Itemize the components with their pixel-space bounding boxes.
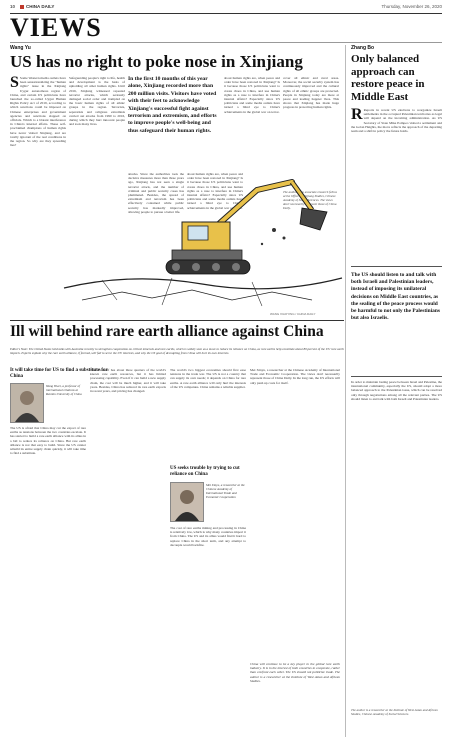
dropcap: S xyxy=(10,76,19,91)
sidebar-byline: Zhang Bo xyxy=(351,45,375,51)
sidebar-pullquote-rule-top xyxy=(351,266,442,267)
author1-bio: Wang Yiwei, a professor of international relations at Renmin University of China xyxy=(46,384,82,396)
sidebar-headline: Only balanced approach can restore peace in Middle East xyxy=(351,53,425,103)
article1-pullquote: In the first 10 months of this year alone, Xinjiang recorded more than 200 million visits. Visitors have voted with their feet to acknowledge Xinjiang's successful fight against terrorism and extremism, and efforts to improve people's well-being and thus safeguard their human rights. xyxy=(128,76,217,134)
sidebar-author-note: The author is a researcher at the Institute of West Asian and African Studies, Chinese Academy of Social Sciences. xyxy=(351,708,438,716)
article2-sidebar-col: China will continue to be a key player in the global rare earth industry. It is in the interest of both countries to cooperate, rather than confront each other. The US should not politicize trade. The author is a researcher at the Institute of West Asian and African Studies. xyxy=(250,662,340,683)
article2-col4: The cost of rare earths mining and processing in China is relatively low, which is why many countries import it from China. The US and its allies would find it hard to replace China in the short term, and any attempt to decouple would backfire. xyxy=(170,526,246,547)
sidebar-pullquote: The US should listen to and talk with both Israeli and Palestinian leaders, instead of imposing its unilateral decisions on Middle East countries, as the sealing of the peace process would be harmful to not only the Palestinians but also Israelis. xyxy=(351,272,440,322)
column-divider-lower xyxy=(345,505,346,737)
article2-col2: The US itself has about three quarters of the world's known rare earth resources, but it has limited processing capability. Even if it can build a new supply chain, the cost will be much higher, and it will take years. Besides, China has reduced its rare earth exports in recent years, and pricing has changed. xyxy=(90,368,166,394)
page-number: 10 xyxy=(10,4,16,9)
sidebar-pullquote-rule-bottom xyxy=(351,376,442,377)
article1-col3: attacks. Since the authorities took the decisive measures more than three years ago, Xinjiang has not seen a single terrorist attack, and the number of criminal and public security cases has plummeted. Besides, the spread of extremism and terrorism has been effectively contained while public security has markedly improved, allowing people to pursue a better life. xyxy=(128,172,184,214)
date: Thursday, November 26, 2020 xyxy=(381,4,442,9)
article2-editor-note: Editor's Note: The United States held talks with Australia recently to strengthen cooperation on critical minerals and rare earths, which is widely seen as a move to reduce its reliance on China, as rare earths help constitute about 80 percent of the US' rare earth imports. Experts explain why the rare earth alliance, if formed, will fail to serve the US' interests, and why the US goal of decoupling from China will hurt its own interests. xyxy=(10,347,344,355)
article2-rule xyxy=(10,320,344,321)
article2-headline: Ill will behind rare earth alliance against China xyxy=(10,323,324,340)
article1-col1 xyxy=(10,76,66,250)
author1-avatar xyxy=(10,383,44,423)
sidebar-text1 xyxy=(351,108,442,258)
article1-col1-text: Some Western media outlets have been sensationalizing the "human rights" issue in the Xinjiang Uygur autonomous region of China, and certain US politicians have launched the so-called Uygur Human Rights Policy Act of 2019, according to which sanctions could be imposed on Chinese enterprises and government agencies and sanctions slapped on officials. Which is a blatant interference in China's internal affairs. These self-proclaimed champions of human rights have never visited Xinjiang, and are totally ignorant of the real conditions in the region. So why are they spreading lies? xyxy=(10,76,66,148)
article1-col4: about human rights are, when peace and order have been restored in Xinjiang? Is it because those US politicians want to create chaos in China, and use human rights as a ruse to interfere in China's internal affairs? Especially since US politicians and some media outlets have turned a blind eye to China's achievements in the global war on terror. xyxy=(187,172,243,210)
author2-avatar xyxy=(170,482,204,522)
person-portrait-icon xyxy=(11,384,43,422)
section-title: VIEWS xyxy=(10,13,102,42)
article2-col1: The US is afraid that China may cut the export of rare earths as tensions between the two countries escalate. It has started to build a rare earth alliance with its allies in a bid to reduce its reliance on China. But rare earth alliance is not that easy to build. Since the US cannot rebuild its entire supply chain quickly, it will take time to find a substitute. xyxy=(10,426,86,456)
masthead xyxy=(10,3,442,11)
article2-col3: The world's two biggest economies should first ease tensions in the trade war. The US is not a country that can supply its own needs; it depends on China for rare earths. A rare earth alliance will only hurt the interests of the US companies. China remains a reliable supplier. xyxy=(170,368,246,389)
article1-col4-top: about human rights are, when peace and order have been restored in Xinjiang? Is it because those US politicians want to create chaos in China, and use human rights as a ruse to interfere in China's internal affairs? Especially since US politicians and some media outlets have turned a blind eye to China's achievements in the global war on terror. xyxy=(224,76,280,114)
author2-bio: Mei Xinyu, a researcher at the Chinese Academy of International Trade and Economic Cooperation xyxy=(206,483,245,499)
paper-name: CHINA DAILY xyxy=(26,4,55,9)
section-rule xyxy=(10,42,442,43)
cartoon-caption: WANG XIAOYING / CHINA DAILY xyxy=(270,312,316,316)
excavator-cartoon-icon xyxy=(62,160,344,310)
column-divider xyxy=(345,45,346,505)
person-portrait-icon xyxy=(171,483,203,521)
masthead-logo-square xyxy=(20,5,24,9)
article1-byline: Wang Yu xyxy=(10,45,31,51)
article2-col5: Mei Xinyu, a researcher at the Chinese Academy of International Trade and Economic Cooperation. The views don't necessarily represent those of China Daily. In the long run, the US efforts will only push up costs for itself. xyxy=(250,368,340,385)
cartoon-illustration xyxy=(62,160,344,310)
sidebar-dropcap: R xyxy=(351,108,363,123)
article2-subhead1: It will take time for US to find a substitute for China xyxy=(10,368,108,379)
sidebar-text2: In order to maintain lasting peace between Israel and Palestine, the international community, especially the US, should adopt a more balanced approach to the Palestinian issue, which can be resolved only through negotiations among all the relevant parties. The US should listen to and talk with both Israeli and Palestinian leaders. xyxy=(351,380,442,401)
article1-author-note: The author is an associate research fellow at the Office of Xinjiang Studies, Chinese Academy of Social Sciences. The views don't necessarily represent those of China Daily. xyxy=(283,190,337,210)
article2-subhead2: US seeks trouble by trying to cut reliance on China xyxy=(170,466,240,477)
article1-col5: cover all ethnic and rural areas. Moreover, the social security system has continuously improved and the cultural rights of all ethnic groups are protected. People in Xinjiang today are more at peace and leading happier lives. This shows that Xinjiang has made huge progress in protecting human rights. xyxy=(283,76,339,110)
article1-headline: US has no right to poke nose in Xinjiang xyxy=(10,52,303,71)
article1-col2: Safeguarding people's right to life, health and development is the basis of upholding all other human rights. Until 2016, Xinjiang witnessed repeated terrorist attacks, which seriously damaged social order and trampled on the basic human rights of all ethnic groups in the region. Terrorists, separatists and religious extremists carried out attacks from 1990 to 2016, during which they hurt innocent people and took many lives. xyxy=(69,76,125,127)
sidebar-text1-body: Reports in recent US elections to reorganize Israeli settlements in the occupied Palestinian territories as legal will depend on the incoming administration. As US Secretary of State Mike Pompeo visited a settlement and the Golan Heights, the move reflects the approach of the departing team and a shift in policy the future holds. xyxy=(351,108,442,134)
